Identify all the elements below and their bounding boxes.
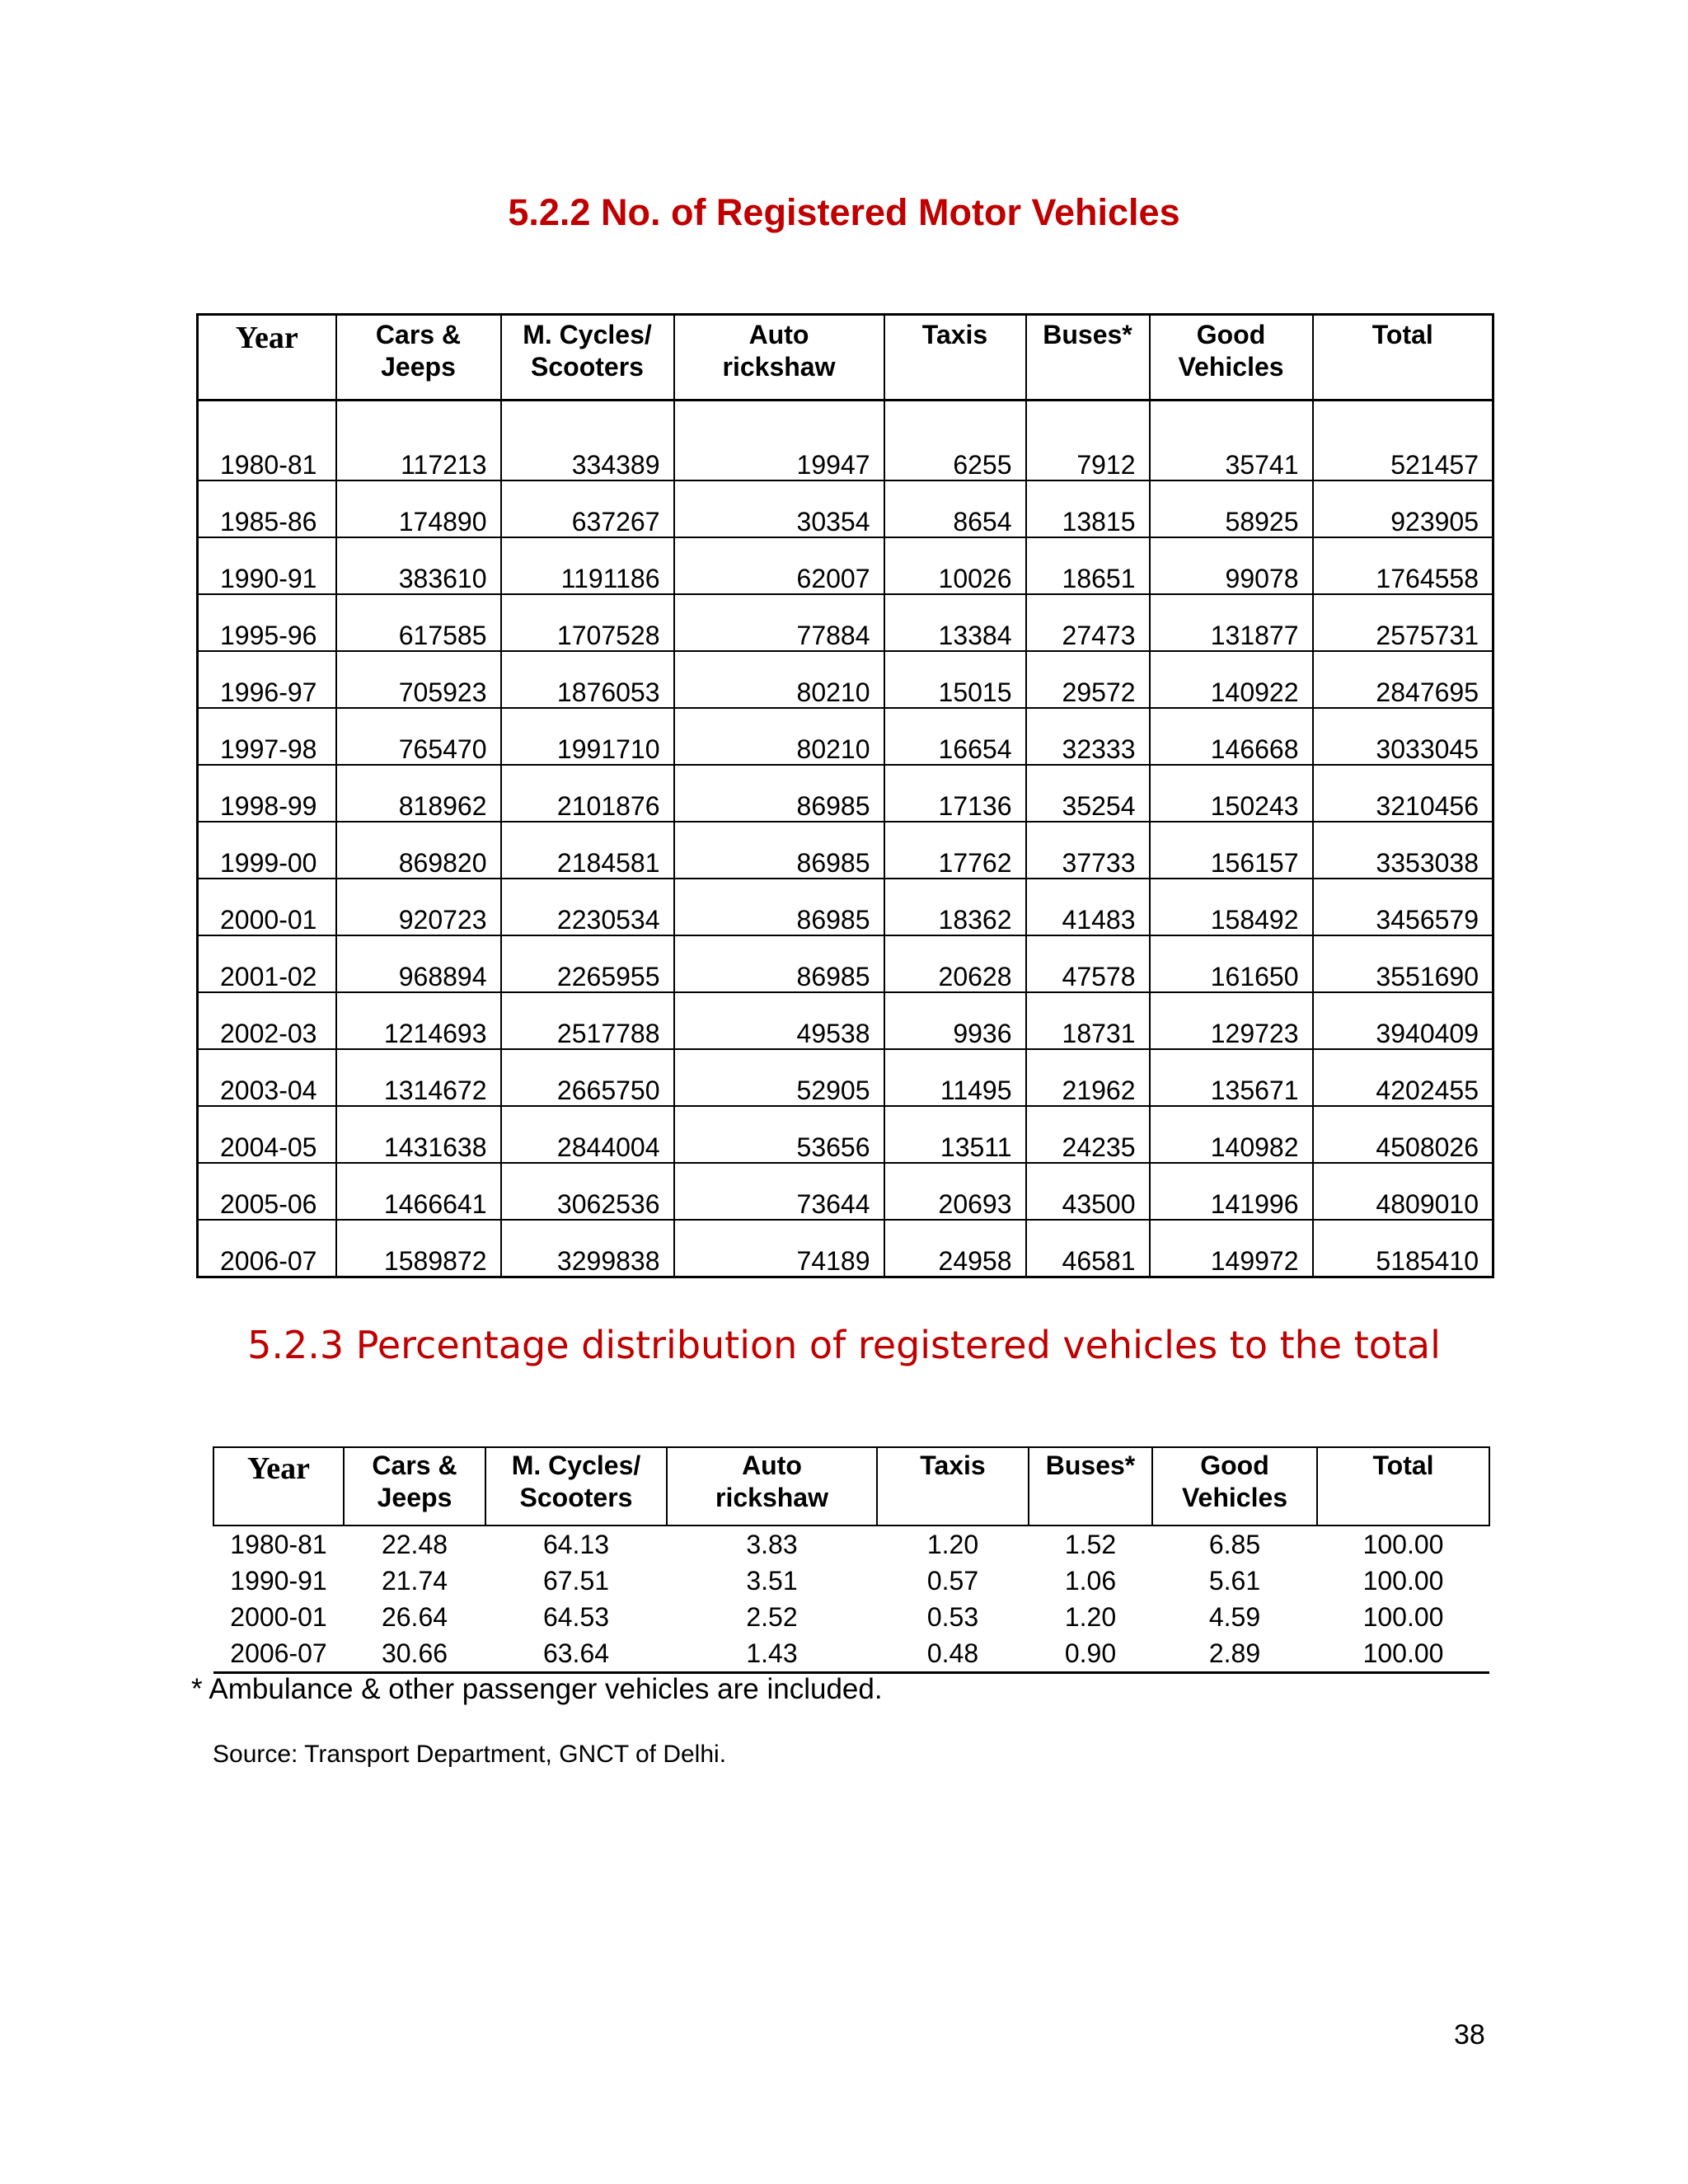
column-header: Cars & Jeeps (336, 315, 501, 401)
value-cell: 3940409 (1313, 992, 1493, 1049)
value-cell: 74189 (674, 1220, 884, 1277)
column-header: Buses* (1026, 315, 1150, 401)
value-cell: 8654 (884, 480, 1026, 537)
value-cell: 53656 (674, 1106, 884, 1163)
table-row (213, 1599, 1489, 1635)
value-cell: 9936 (884, 992, 1026, 1049)
value-cell: 3.51 (746, 1566, 798, 1596)
value-cell: 30.66 (344, 1635, 485, 1673)
year-cell: 2000-01 (230, 1602, 327, 1632)
value-cell: 705923 (336, 651, 501, 708)
value-cell: 149972 (1150, 1220, 1313, 1277)
value-cell: 24958 (884, 1220, 1026, 1277)
value-cell: 1.06 (1064, 1566, 1117, 1596)
year-cell: 2001-02 (198, 935, 336, 992)
value-cell: 146668 (1150, 708, 1313, 765)
table-row (198, 1106, 1493, 1163)
value-cell: 923905 (1313, 480, 1493, 537)
table2-body (213, 1526, 1489, 1673)
value-cell: 52905 (674, 1049, 884, 1106)
value-cell: 35741 (1150, 401, 1313, 481)
page-number: 38 (1454, 2019, 1485, 2050)
value-cell: 0.48 (877, 1635, 1029, 1673)
value-cell: 1764558 (1313, 537, 1493, 594)
value-cell: 7912 (1026, 401, 1150, 481)
column-header-year: Year (213, 1447, 344, 1526)
value-cell: 161650 (1150, 935, 1313, 992)
table-row (198, 1220, 1493, 1277)
value-cell: 15015 (884, 651, 1026, 708)
year-cell: 2005-06 (198, 1163, 336, 1220)
column-header: Cars & Jeeps (344, 1447, 485, 1526)
value-cell: 1589872 (336, 1220, 501, 1277)
column-header-year: Year (198, 315, 336, 401)
column-header: Good Vehicles (1150, 315, 1313, 401)
value-cell: 43500 (1026, 1163, 1150, 1220)
year-cell: 2002-03 (198, 992, 336, 1049)
value-cell: 6.85 (1208, 1530, 1261, 1559)
value-cell: 521457 (1313, 401, 1493, 481)
percentage-distribution-table (213, 1446, 1490, 1674)
column-header: Auto rickshaw (674, 315, 884, 401)
value-cell: 1876053 (501, 651, 674, 708)
year-cell: 1990-91 (230, 1566, 327, 1596)
value-cell: 765470 (336, 708, 501, 765)
value-cell: 37733 (1026, 822, 1150, 879)
value-cell: 2.52 (746, 1602, 798, 1632)
year-cell: 2003-04 (198, 1049, 336, 1106)
table-row (198, 537, 1493, 594)
value-cell: 47578 (1026, 935, 1150, 992)
value-cell: 80210 (674, 708, 884, 765)
column-header: M. Cycles/ Scooters (501, 315, 674, 401)
value-cell: 18362 (884, 879, 1026, 935)
value-cell: 1314672 (336, 1049, 501, 1106)
year-cell: 1995-96 (198, 594, 336, 651)
table2-header-row (213, 1447, 1489, 1526)
value-cell: 2265955 (501, 935, 674, 992)
value-cell: 67.51 (542, 1566, 610, 1596)
value-cell: 3062536 (501, 1163, 674, 1220)
value-cell: 46581 (1026, 1220, 1150, 1277)
value-cell: 21962 (1026, 1049, 1150, 1106)
value-cell: 1.43 (667, 1635, 877, 1673)
value-cell: 2665750 (501, 1049, 674, 1106)
value-cell: 869820 (336, 822, 501, 879)
value-cell: 86985 (674, 935, 884, 992)
column-header: Taxis (877, 1447, 1029, 1526)
value-cell: 17136 (884, 765, 1026, 822)
year-cell: 2006-07 (213, 1635, 344, 1673)
value-cell: 58925 (1150, 480, 1313, 537)
value-cell: 100.00 (1362, 1566, 1444, 1596)
table-row (198, 480, 1493, 537)
value-cell: 0.57 (926, 1566, 979, 1596)
value-cell: 0.90 (1029, 1635, 1152, 1673)
table1-title: 5.2.2 No. of Registered Motor Vehicles (508, 191, 1180, 233)
value-cell: 30354 (674, 480, 884, 537)
value-cell: 2184581 (501, 822, 674, 879)
value-cell: 2517788 (501, 992, 674, 1049)
value-cell: 2230534 (501, 879, 674, 935)
value-cell: 13815 (1026, 480, 1150, 537)
value-cell: 3033045 (1313, 708, 1493, 765)
value-cell: 2844004 (501, 1106, 674, 1163)
table-row (213, 1563, 1489, 1599)
column-header: Total (1313, 315, 1493, 401)
value-cell: 4202455 (1313, 1049, 1493, 1106)
value-cell: 99078 (1150, 537, 1313, 594)
value-cell: 150243 (1150, 765, 1313, 822)
value-cell: 63.64 (485, 1635, 667, 1673)
value-cell: 1431638 (336, 1106, 501, 1163)
value-cell: 62007 (674, 537, 884, 594)
table-row (198, 708, 1493, 765)
value-cell: 20693 (884, 1163, 1026, 1220)
table-row (198, 822, 1493, 879)
value-cell: 16654 (884, 708, 1026, 765)
column-header: Auto rickshaw (667, 1447, 877, 1526)
table1-body (198, 401, 1493, 1277)
value-cell: 49538 (674, 992, 884, 1049)
value-cell: 18651 (1026, 537, 1150, 594)
value-cell: 64.13 (542, 1530, 610, 1559)
value-cell: 637267 (501, 480, 674, 537)
table-row (213, 1526, 1489, 1563)
value-cell: 2847695 (1313, 651, 1493, 708)
value-cell: 86985 (674, 822, 884, 879)
value-cell: 2575731 (1313, 594, 1493, 651)
value-cell: 29572 (1026, 651, 1150, 708)
table-row (198, 935, 1493, 992)
column-header: Good Vehicles (1152, 1447, 1317, 1526)
table-row (198, 401, 1493, 481)
value-cell: 80210 (674, 651, 884, 708)
value-cell: 100.00 (1362, 1602, 1444, 1632)
value-cell: 334389 (501, 401, 674, 481)
year-cell: 1990-91 (198, 537, 336, 594)
value-cell: 1191186 (501, 537, 674, 594)
value-cell: 5.61 (1208, 1566, 1261, 1596)
value-cell: 3299838 (501, 1220, 674, 1277)
year-cell: 1985-86 (198, 480, 336, 537)
value-cell: 383610 (336, 537, 501, 594)
year-cell: 2000-01 (198, 879, 336, 935)
value-cell: 174890 (336, 480, 501, 537)
source-note: Source: Transport Department, GNCT of Delhi. (213, 1741, 727, 1768)
value-cell: 3210456 (1313, 765, 1493, 822)
value-cell: 1214693 (336, 992, 501, 1049)
value-cell: 156157 (1150, 822, 1313, 879)
value-cell: 13511 (884, 1106, 1026, 1163)
table-row (198, 651, 1493, 708)
table2-header (213, 1447, 1489, 1526)
value-cell: 20628 (884, 935, 1026, 992)
footnote: * Ambulance & other passenger vehicles are included. (191, 1673, 883, 1705)
value-cell: 5185410 (1313, 1220, 1493, 1277)
year-cell: 1997-98 (198, 708, 336, 765)
year-cell: 1980-81 (230, 1530, 327, 1559)
value-cell: 86985 (674, 879, 884, 935)
value-cell: 140982 (1150, 1106, 1313, 1163)
value-cell: 6255 (884, 401, 1026, 481)
value-cell: 1.52 (1064, 1530, 1117, 1559)
value-cell: 26.64 (381, 1602, 448, 1632)
value-cell: 617585 (336, 594, 501, 651)
value-cell: 27473 (1026, 594, 1150, 651)
table-row (198, 879, 1493, 935)
value-cell: 22.48 (381, 1530, 448, 1559)
value-cell: 818962 (336, 765, 501, 822)
value-cell: 3551690 (1313, 935, 1493, 992)
value-cell: 2.89 (1152, 1635, 1317, 1673)
value-cell: 129723 (1150, 992, 1313, 1049)
value-cell: 141996 (1150, 1163, 1313, 1220)
value-cell: 117213 (336, 401, 501, 481)
value-cell: 32333 (1026, 708, 1150, 765)
value-cell: 1991710 (501, 708, 674, 765)
table-row (198, 765, 1493, 822)
value-cell: 64.53 (542, 1602, 610, 1632)
year-cell: 1996-97 (198, 651, 336, 708)
table-row (198, 594, 1493, 651)
registered-vehicles-table (196, 313, 1494, 1278)
value-cell: 41483 (1026, 879, 1150, 935)
table1-header (198, 315, 1493, 401)
value-cell: 10026 (884, 537, 1026, 594)
value-cell: 11495 (884, 1049, 1026, 1106)
column-header: Buses* (1029, 1447, 1152, 1526)
value-cell: 24235 (1026, 1106, 1150, 1163)
value-cell: 4.59 (1208, 1602, 1261, 1632)
year-cell: 1980-81 (198, 401, 336, 481)
value-cell: 100.00 (1317, 1635, 1489, 1673)
value-cell: 3456579 (1313, 879, 1493, 935)
year-cell: 1999-00 (198, 822, 336, 879)
column-header: Total (1317, 1447, 1489, 1526)
column-header: M. Cycles/ Scooters (485, 1447, 667, 1526)
value-cell: 1466641 (336, 1163, 501, 1220)
column-header: Taxis (884, 315, 1026, 401)
value-cell: 77884 (674, 594, 884, 651)
value-cell: 1.20 (1064, 1602, 1117, 1632)
year-cell: 2004-05 (198, 1106, 336, 1163)
value-cell: 0.53 (926, 1602, 979, 1632)
value-cell: 4809010 (1313, 1163, 1493, 1220)
value-cell: 3.83 (746, 1530, 798, 1559)
value-cell: 35254 (1026, 765, 1150, 822)
value-cell: 131877 (1150, 594, 1313, 651)
table-row (198, 1163, 1493, 1220)
value-cell: 73644 (674, 1163, 884, 1220)
value-cell: 1.20 (926, 1530, 979, 1559)
value-cell: 19947 (674, 401, 884, 481)
value-cell: 100.00 (1362, 1530, 1444, 1559)
table-row (198, 1049, 1493, 1106)
table-row (198, 992, 1493, 1049)
value-cell: 968894 (336, 935, 501, 992)
value-cell: 920723 (336, 879, 501, 935)
table2-title: 5.2.3 Percentage distribution of registered vehicles to the total (247, 1323, 1441, 1367)
value-cell: 13384 (884, 594, 1026, 651)
value-cell: 86985 (674, 765, 884, 822)
value-cell: 135671 (1150, 1049, 1313, 1106)
value-cell: 2101876 (501, 765, 674, 822)
value-cell: 158492 (1150, 879, 1313, 935)
value-cell: 18731 (1026, 992, 1150, 1049)
table1-header-row (198, 315, 1493, 401)
value-cell: 21.74 (381, 1566, 448, 1596)
value-cell: 140922 (1150, 651, 1313, 708)
value-cell: 1707528 (501, 594, 674, 651)
value-cell: 4508026 (1313, 1106, 1493, 1163)
value-cell: 3353038 (1313, 822, 1493, 879)
value-cell: 17762 (884, 822, 1026, 879)
year-cell: 1998-99 (198, 765, 336, 822)
table-row (213, 1635, 1489, 1673)
year-cell: 2006-07 (198, 1220, 336, 1277)
